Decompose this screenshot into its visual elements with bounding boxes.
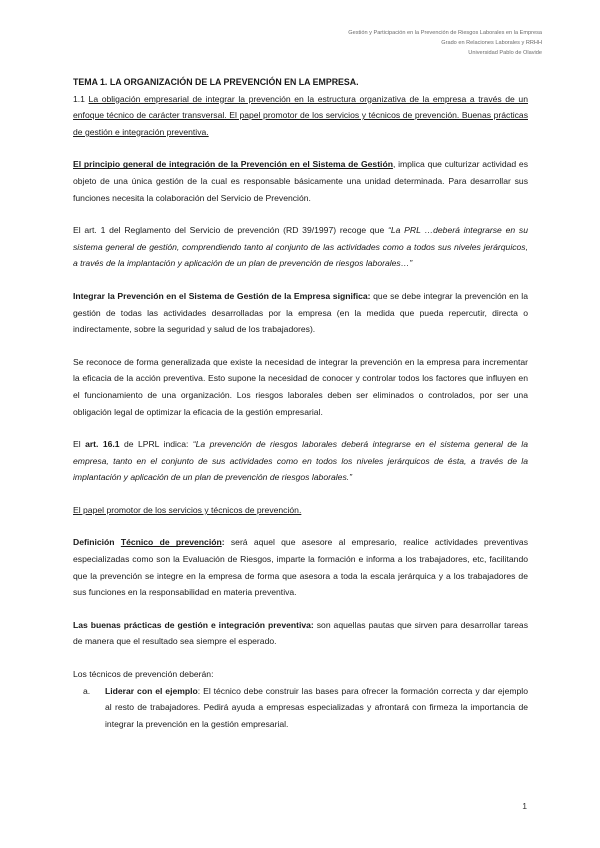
paragraph-need-integration: Se reconoce de forma generalizada que existe la necesidad de integrar la prevención en la empresa para incrementar la eficacia de la acción preventiva. Esto supone la necesidad de conocer y controlar todos los factores que influyen en el funcionamiento de una organización. Los riesgos laborales deben ser eliminados o controlados, por ser una obligación legal de optimizar la eficacia de la gestión empresarial.	[73, 356, 528, 417]
paragraph-integration-principle	[73, 156, 528, 206]
intro-heading	[73, 91, 528, 141]
definition-label: Definición	[73, 537, 115, 548]
header-degree: Grado en Relaciones Laborales y RRHH	[441, 40, 542, 46]
list-item-rest: : El técnico debe construir las bases para ofrecer la formación correcta y dar ejemplo al resto de trabajadores. Pedirá ayuda a empresas especializadas y afrontará con firmeza la importancia de integrar la prevención en la gestión empresarial.	[105, 685, 529, 729]
list-item-text	[105, 683, 528, 733]
paragraph-technicians-must: Los técnicos de prevención deberán:	[73, 669, 214, 680]
paragraph-bold-lead: Integrar la Prevención en el Sistema de Gestión de la Empresa significa:	[73, 290, 371, 301]
paragraph-text: son aquellas pautas que sirven para desarrollar tareas de manera que el resultado sea siempre el esperado.	[73, 619, 529, 647]
paragraph-text: El	[73, 439, 86, 450]
paragraph-text: El art. 1 del Reglamento del Servicio de prevención (RD 39/1997) recoge que	[73, 225, 388, 236]
paragraph-text: de LPRL indica:	[119, 439, 193, 450]
paragraph-quote: “La prevención de riesgos laborales deberá integrarse en el sistema general de la empresa, tanto en el conjunto de sus actividades como en todos los niveles jerárquicos de ésta, a través de la implantación y aplicación de un plan de prevención de riesgos laborales.”	[73, 439, 528, 483]
paragraph-integrate-meaning	[73, 288, 528, 338]
page-header	[348, 28, 542, 58]
paragraph-bold-lead: Las buenas prácticas de gestión e integración preventiva:	[73, 619, 314, 630]
duties-list	[73, 683, 528, 733]
paragraph-technician-definition	[73, 534, 528, 600]
document-body	[73, 74, 528, 732]
list-item-bold: Liderar con el ejemplo	[105, 685, 198, 696]
article-reference: art. 16.1	[85, 439, 120, 450]
list-item	[73, 683, 528, 733]
paragraph-art-16	[73, 436, 528, 486]
section-heading-promoter-role: El papel promotor de los servicios y técnicos de prevención.	[73, 504, 302, 515]
paragraph-reglamento	[73, 222, 528, 272]
intro-text: La obligación empresarial de integrar la prevención en la estructura organizativa de la empresa a través de un enfoque técnico de carácter transversal. El papel promotor de los servicios y técnicos de prevención. Buenas prácticas de gestión e integración preventiva.	[73, 93, 528, 137]
definition-term: Técnico de prevención	[120, 537, 222, 548]
definition-colon: :	[221, 537, 225, 548]
list-marker: a.	[83, 685, 91, 696]
header-university: Universidad Pablo de Olavide	[468, 50, 542, 56]
page-number: 1	[522, 801, 527, 811]
document-title: TEMA 1. LA ORGANIZACIÓN DE LA PREVENCIÓN EN LA EMPRESA.	[73, 77, 359, 87]
paragraph-text: que se debe integrar la prevención en la gestión de todas las actividades desarrolladas por la empresa (en la medida que pueda repercutir, directa o indirectamente, sobre la seguridad y salud de los trabajadores).	[73, 290, 528, 335]
intro-number: 1.1	[73, 93, 85, 104]
paragraph-good-practices	[73, 617, 528, 650]
paragraph-bold-lead: El principio general de integración de la Prevención en el Sistema de Gestión	[73, 159, 393, 170]
paragraph-text: será aquel que asesore al empresario, realice actividades preventivas especializadas como son la Evaluación de Riesgos, imparte la formación e informa a los trabajadores, etc, facilitando que la prevención se integre en la empresa de forma que asesora a toda la escala jerárquica y a los trabajadores de sus funciones en la responsabilidad en materia preventiva.	[73, 537, 528, 598]
paragraph-quote: “La PRL …deberá integrarse en su sistema general de gestión, comprendiendo tanto al conjunto de las actividades como a todos sus niveles jerárquicos, a través de la implantación y aplicación de un plan de prevención de riesgos laborales…”	[73, 225, 528, 269]
paragraph-text: , implica que culturizar actividad es objeto de una única gestión de la cual es responsable básicamente una unidad determinada. Para desarrollar sus funciones necesita la colaboración del Servicio de Prevención.	[73, 159, 528, 203]
header-course: Gestión y Participación en la Prevención de Riesgos Laborales en la Empresa	[348, 30, 542, 36]
